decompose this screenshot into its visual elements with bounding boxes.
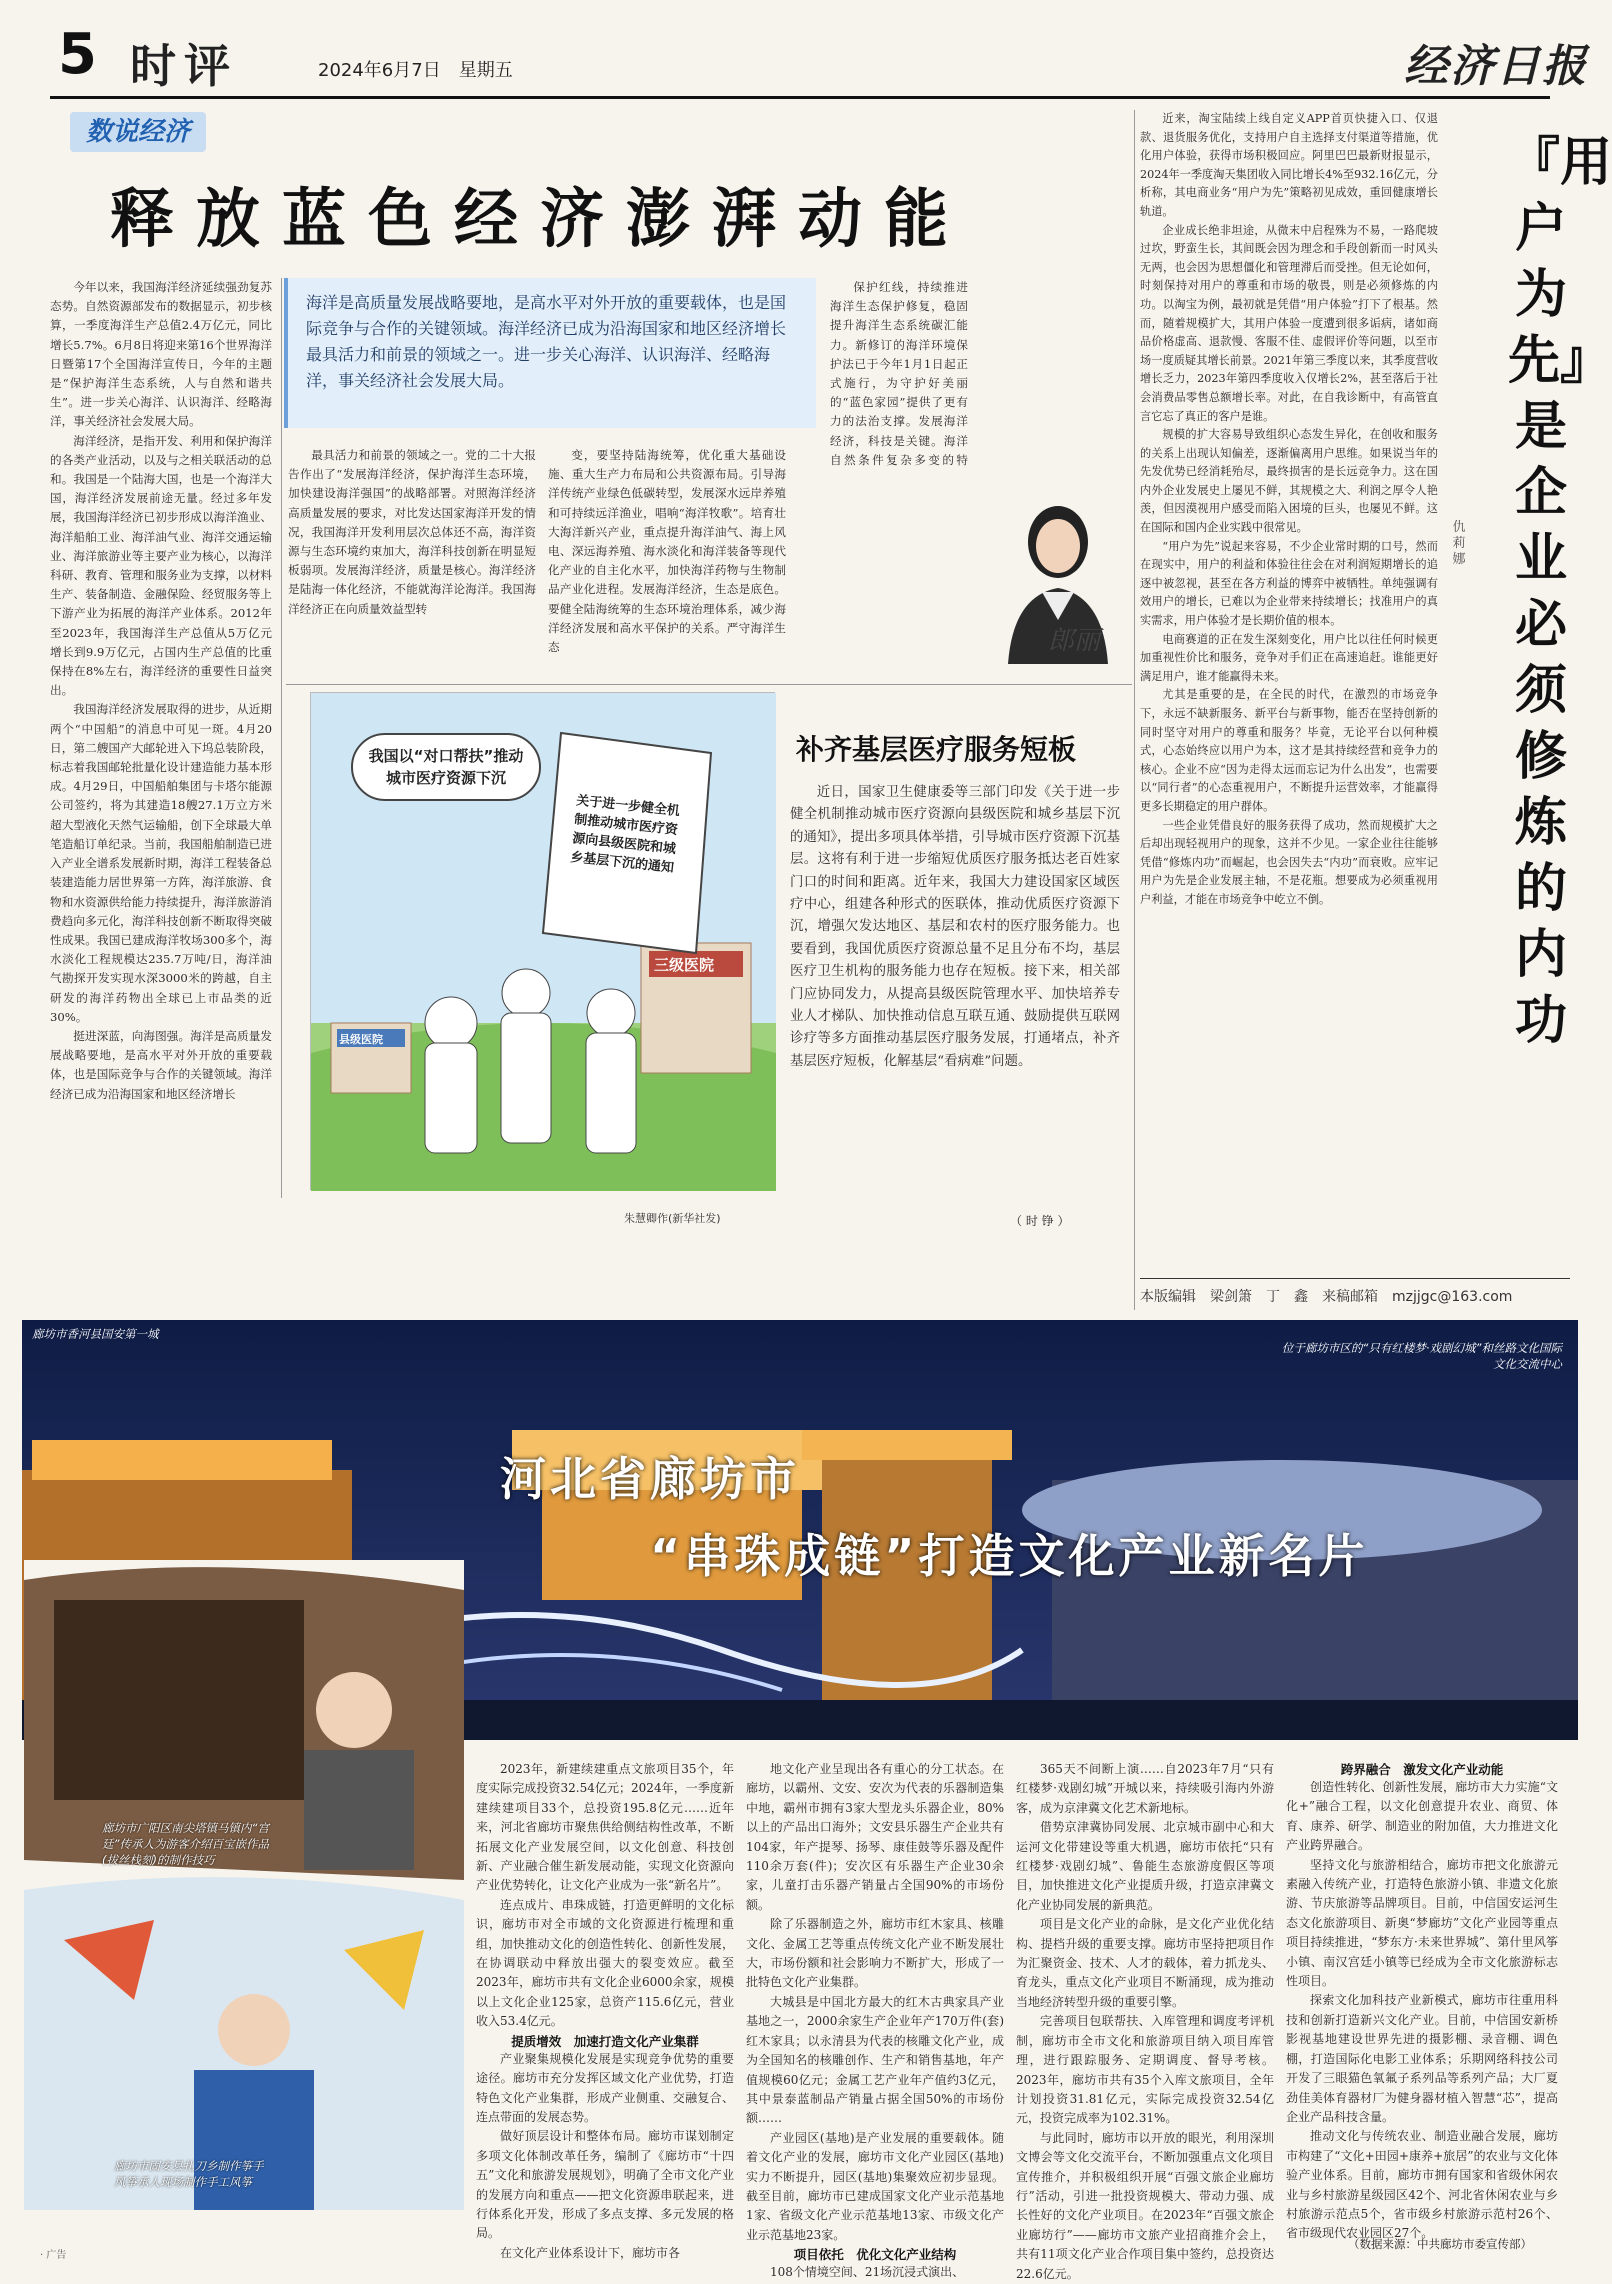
subheading: 跨界融合 激发文化产业动能 [1340, 1762, 1504, 1777]
section-divider [286, 684, 1132, 685]
craft-photos [24, 1560, 464, 2210]
paragraph: 365天不间断上演……自2023年7月“只有红楼梦·戏剧幻城”开城以来，持续吸引海内外游客，成为京津冀文化艺术新地标。 [1016, 1762, 1274, 1815]
feature-column-4-lower [830, 470, 980, 678]
paragraph: 108个情境空间、21场沉浸式演出、 [770, 2265, 965, 2280]
paragraph: 除了乐器制造之外，廊坊市红木家具、核雕文化、金属工艺等重点传统文化产业不断发展壮大，市场份额和社会影响力不断扩大，形成了一批特色文化产业集群。 [746, 1917, 1004, 1990]
paragraph: 规模的扩大容易导致组织心态发生异化，在创收和服务的关系上出现认知偏差，逐渐偏离用户思维。如果说当年的先发优势已经消耗殆尽，最终损害的是长远竞争力。这在国内外企业发展史上屡见不鲜，其规模之大、利润之厚令人艳羡，但因漠视用户感受而陷入困境的巨头，也屡见不鲜。这在国际和国内企业实践中很常见。 [1140, 428, 1438, 535]
speech-bubble: 我国以“对口帮扶”推动城市医疗资源下沉 [351, 733, 541, 801]
paragraph: 与此同时，廊坊市以开放的眼光，利用深圳文博会等文化交流平台，不断加强重点文化项目宣传推介，并积极组织开展“百强文旅企业廊坊行”活动，引进一批投资规模大、带动力强、成长性好的文化产业项目。在2023年“百强文旅企业廊坊行”——廊坊市文旅产业招商推介会上，共有11项文化产业合作项目集中签约，总投资达22.6亿元。 [1016, 2130, 1274, 2281]
editors-line: 本版编辑 梁剑箫 丁 鑫 来稿邮箱 mzjjgc@163.com [1140, 1289, 1513, 1305]
medical-cartoon [310, 692, 775, 1190]
paragraph: 产业聚集规模化发展是实现竞争优势的重要途径。廊坊市充分发挥区域文化产业优势，打造特色文化产业集群，形成产业侧重、交融复合、连点带面的发展态势。 [476, 2051, 734, 2124]
newspaper-logo: 经济日报 [1404, 41, 1588, 92]
langfang-title-line1: 河北省廊坊市 [500, 1452, 800, 1506]
craft-illustration [24, 1560, 464, 2210]
medical-body [790, 782, 1120, 1202]
feature-column-3 [548, 446, 786, 678]
medical-title: 补齐基层医疗服务短板 [796, 733, 1077, 766]
langfang-column-4 [1286, 1760, 1558, 2241]
paragraph: “用户为先”说起来容易，不少企业常时期的口号，然而在现实中，用户的利益和体验往往会在对利润短期增长的追逐中被忽视，甚至在各方利益的博弈中被牺牲。单纯强调有效用户的增长，已难以为企业带来持续增长；找准用户的真实需求，用户体验才是长期价值的根本。 [1140, 539, 1438, 628]
langfang-column-2 [746, 1760, 1004, 2280]
paragraph: 海洋经济，是指开发、利用和保护海洋的各类产业活动，以及与之相关联活动的总和。我国是一个陆海大国，也是一个海洋大国，海洋经济发展前途无量。经过多年发展，我国海洋经济已初步形成以海洋渔业、海洋船舶工业、海洋油气业、海洋交通运输业、海洋旅游业等主要产业为核心，以海洋科研、教育、管理和服务业为支撑，以材料生产、装备制造、金融保险、经贸服务等上下游产业为拓展的海洋产业体系。2012年至2023年，我国海洋生产总值从5万亿元增长到9.9万亿元，占国内生产总值的比重保持在8%左右，海洋经济的重要性日益突出。 [50, 433, 272, 698]
opinion-title: 『用户为先』是企业必须修炼的内功 [1508, 133, 1612, 1051]
paragraph: 做好顶层设计和整体布局。廊坊市谋划制定多项文化体制改革任务，编制了《廊坊市“十四五”文化和旅游发展规划》，明确了全市文化产业的发展方向和重点——把文化资源串联起来，进行体系化开发，形成了多点支撑、多元发展的格局。 [476, 2129, 734, 2241]
paragraph: 连点成片、串珠成链，打造更鲜明的文化标识，廊坊市对全市域的文化资源进行梳理和重组，加快推动文化的创造性转化、创新性发展，在协调联动中释放出强大的裂变效应。截至2023年，廊坊市共有文化企业6000余家，规模以上文化企业125家，总资产115.6亿元，营业收入53.4亿元。 [476, 1897, 734, 2029]
paragraph: 电商赛道的正在发生深刻变化，用户比以往任何时候更加重视性价比和服务，竞争对手们正在高速追赶。谁能更好满足用户，谁才能赢得未来。 [1140, 632, 1438, 683]
paragraph: 完善项目包联帮扶、入库管理和调度考评机制，廊坊市全市文化和旅游项目纳入项目库管理，进行跟踪服务、定期调度、督导考核。2023年，廊坊市共有35个入库文旅项目，全年计划投资31.81亿元，实际完成投资32.54亿元，投资完成率为102.31%。 [1016, 2014, 1274, 2126]
photo-tag-right: 位于廊坊市区的“只有红楼梦·戏剧幻城”和丝路文化国际文化交流中心 [1281, 1341, 1562, 1371]
opinion-author: 仇莉娜 [1452, 520, 1466, 567]
notice-document: 关于进一步健全机制推动城市医疗资源向县级医院和城乡基层下沉的通知 [569, 793, 681, 876]
sign-tertiary-hospital: 三级医院 [654, 956, 715, 974]
medical-signature: （ 时 铮 ） [1010, 1214, 1070, 1228]
data-source: （数据来源：中共廊坊市委宣传部） [1348, 2237, 1532, 2251]
ad-label: · 广告 [40, 2250, 67, 2261]
paragraph: 2023年，新建续建重点文旅项目35个，年度实际完成投资32.54亿元；2024年，一季度新建续建项目33个，总投资195.8亿元……近年来，河北省廊坊市聚焦供给侧结构性改革，不断拓展文化产业发展空间，以文化创意、科技创新、产业融合催生新发展动能，实现文化资源向产业优势转化，让文化产业成为一张“新名片”。 [476, 1762, 734, 1893]
langfang-title-line2: “串珠成链”打造文化产业新名片 [650, 1529, 1369, 1583]
paragraph: 保护红线，持续推进海洋生态保护修复，稳固提升海洋生态系统碳汇能力。新修订的海洋环境保护法已于今年1月1日起正式施行，为守护好美丽的“蓝色家园”提供了更有力的法治支撑。发展海洋经济，科技是关键。海洋自然条件复杂多变的特 [830, 280, 968, 467]
paragraph: 推动文化与传统农业、制造业融合发展，廊坊市构建了“文化+田园+康养+旅居”的农业与文化体验产业体系。目前，廊坊市拥有国家和省级休闲农业与乡村旅游星级园区42个、河北省休闲农业与乡村旅游示范点5个，省市级乡村旅游示范村26个、省市级现代农业园区27个。 [1286, 2129, 1558, 2241]
paragraph: 在文化产业体系设计下，廊坊市各 [500, 2245, 681, 2260]
masthead-rule [50, 96, 1550, 99]
paragraph: 创造性转化、创新性发展，廊坊市大力实施“文化+”融合工程，以文化创意提升农业、商贸、体育、康养、研学、制造业的附加值，大力推进文化产业跨界融合。 [1286, 1780, 1558, 1853]
sign-county-hospital: 县级医院 [339, 1033, 383, 1046]
paragraph: 地文化产业呈现出各有重心的分工状态。在廊坊，以霸州、文安、安次为代表的乐器制造集中地，霸州市拥有3家大型龙头乐器企业，80%以上的产品出口海外；文安县乐器生产企业共有104家，年产提琴、扬琴、康佳鼓等乐器及配件110余万套(件)；安次区有乐器生产企业30余家，儿童打击乐器产销量占全国90%的市场份额。 [746, 1762, 1004, 1912]
paragraph: 我国海洋经济发展取得的进步，从近期两个“中国船”的消息中可见一斑。4月20日，第二艘国产大邮轮进入下坞总装阶段，标志着我国邮轮批量化设计建造能力基本形成。4月29日，中国船舶集团与卡塔尔能源公司签约，将为其建造18艘27.1万立方米超大型液化天然气运输船，创下全球最大单笔造船订单纪录。当前，我国船舶制造已进入产业全谱系发展新时期，海洋工程装备总装建造能力居世界第一方阵，海洋旅游、食物和水资源供给能力持续提升，海洋旅游消费趋向多元化，海洋科技创新不断取得突破性成果。我国已建成海洋牧场300多个，海水淡化工程规模达235.7万吨/日，海洋油气勘探开发实现水深3000米的跨越，自主研发的海洋药物出全球已上市品类的近30%。 [50, 702, 272, 1024]
editors-rule [1140, 1278, 1570, 1279]
paragraph: 坚持文化与旅游相结合，廊坊市把文化旅游元素融入传统产业，打造特色旅游小镇、非遗文化旅游、节庆旅游等品牌项目。目前，中信国安运河生态文化旅游项目、新奥“梦廊坊”文化产业园等重点项目持续推进，“梦东方·未来世界城”、第什里风筝小镇、南汉宫廷小镇等已经成为全市文化旅游标志性项目。 [1286, 1857, 1558, 1989]
feature-column-1 [50, 278, 272, 1198]
photo-tag-left: 廊坊市香河县国安第一城 [32, 1327, 159, 1341]
photo-caption-1: 廊坊市广阳区南尖塔镇马镇内“宫廷”传承人为游客介绍百宝嵌作品(拔丝栈刻)的制作技巧 [102, 1821, 269, 1867]
photo-caption-2: 廊坊市固安县扎刀乡制作筝手风筝承人现场制作手工风筝 [114, 2159, 264, 2189]
paragraph: 探索文化加科技产业新模式，廊坊市往重用科技和创新打造新兴文化产业。目前，中信国安新桥影视基地建设世界先进的摄影棚、录音棚、调色棚，打造国际化电影工业体系；乐期网络科技公司开发了三眼猫色氧氟子系列品等系列产品；大厂夏劲佳美体育器材厂为健身器材植入智慧“芯”，提高企业产品科技含量。 [1286, 1993, 1558, 2124]
paragraph: 一些企业凭借良好的服务获得了成功，然而规模扩大之后却出现轻视用户的现象，这并不少见。一家企业往往能够凭借“修炼内功”而崛起，也会因失去“内功”而衰败。应牢记用户为先是企业发展主轴，不是花瓶。想要成为必须重视用户利益，才能在市场竞争中屹立不倒。 [1140, 818, 1438, 906]
paragraph: 变，要坚持陆海统筹，优化重大基础设施、重大生产力布局和公共资源布局。引导海洋传统产业绿色低碳转型，发展深水远岸养殖和可持续远洋渔业，唱响“海洋牧歌”。培育壮大海洋新兴产业，重点提升海洋油气、海上风电、深远海养殖、海水淡化和海洋装备等现代化产业的自主化水平，加快海洋药物与生物制品产业化进程。发展海洋经济，生态是底色。要健全陆海统筹的生态环境治理体系，减少海洋经济发展和高水平保护的关系。严守海洋生态 [548, 448, 786, 655]
langfang-column-1 [476, 1760, 734, 2260]
paragraph: 近来，淘宝陆续上线自定义APP首页快捷入口、仅退款、退货服务优化，支持用户自主选择支付渠道等措施，优化用户体验，获得市场积极回应。阿里巴巴最新财报显示，2024年一季度淘天集团收入同比增长4%至932.16亿元，分析称，其电商业务“用户为先”策略初见成效，重回健康增长轨道。 [1140, 112, 1438, 218]
paragraph: 最具活力和前景的领域之一。党的二十大报告作出了“发展海洋经济，保护海洋生态环境，加快建设海洋强国”的战略部署。对照海洋经济高质量发展的要求，对比发达国家海洋开发的情况，我国海洋开发利用层次总体还不高，海洋资源与生态环境约束加大，海洋科技创新在明显短板弱项。发展海洋经济，质量是核心。海洋经济是陆海一体化经济，不能就海洋论海洋。我国海洋经济正在向质量效益型转 [288, 448, 536, 616]
feature-lead: 海洋是高质量发展战略要地，是高水平对外开放的重要载体，也是国际竞争与合作的关键领域。海洋经济已成为沿海国家和地区经济增长最具活力和前景的领域之一。进一步关心海洋、认识海洋、经略海洋，事关经济社会发展大局。 [284, 278, 816, 428]
paragraph: 借势京津冀协同发展、北京城市副中心和大运河文化带建设等重大机遇，廊坊市依托“只有红楼梦·戏剧幻城”、鲁能生态旅游度假区等项目，加快推进文化产业提质升级，打造京津冀文化产业协同发展的新典范。 [1016, 1820, 1274, 1912]
column-divider [1134, 110, 1135, 1310]
paragraph: 产业园区(基地)是产业发展的重要载体。随着文化产业的发展，廊坊市文化产业园区(基地)实力不断提升，园区(基地)集聚效应初步显现。截至目前，廊坊市已建成国家文化产业示范基地1家、省级文化产业示范基地13家、市级文化产业示范基地23家。 [746, 2130, 1004, 2242]
section-title: 时评 [130, 39, 238, 93]
column-ribbon: 数说经济 [70, 112, 206, 152]
author-signature: 郎丽 [1048, 626, 1101, 656]
feature-column-2 [288, 446, 536, 678]
feature-headline: 释放蓝色经济澎湃动能 [110, 182, 970, 257]
cartoon-credit: 朱慧卿作(新华社发) [624, 1212, 721, 1225]
paragraph: 项目是文化产业的命脉，是文化产业优化结构、提档升级的重要支撑。廊坊市坚持把项目作为汇聚资金、技术、人才的载体，着力抓龙头、育龙头，重点文化产业项目不断涌现，成为推动当地经济转型升级的重要引擎。 [1016, 1917, 1274, 2009]
issue-date: 2024年6月7日 星期五 [318, 60, 513, 81]
subheading: 项目依托 优化文化产业结构 [793, 2247, 957, 2263]
paragraph: 挺进深蓝，向海图强。海洋是高质量发展战略要地，是高水平对外开放的重要载体，也是国际竞争与合作的关键领域。海洋经济已成为沿海国家和地区经济增长 [50, 1028, 272, 1101]
column-divider [281, 278, 282, 1198]
subheading: 提质增效 加速打造文化产业集群 [511, 2033, 699, 2049]
langfang-column-3 [1016, 1760, 1274, 2281]
paragraph: 企业成长绝非坦途，从微末中启程殊为不易，一路爬坡过坎，野蛮生长，其间既会因为理念和手段创新而一时风头无两，也会因为思想僵化和管理滞后而受挫。但无论如何，时刻保持对用户的尊重和市场的敬畏，则是必须修炼的内功。以淘宝为例，最初就是凭借“用户体验”打下了根基。然而，随着规模扩大，其用户体验一度遭到很多诟病，诸如商品价格虚高、退款慢、客服不佳、虚假评价等问题，以至市场一度质疑其增长前景。2021年第三季度以来，其季度营收增长乏力，2023年第四季度收入仅增长2%，甚至落后于社会消费品零售总额增长率。对此，在自我诊断中，有高管直言它忘了真正的客户是谁。 [1140, 223, 1438, 423]
paragraph: 大城县是中国北方最大的红木古典家具产业基地之一，2000余家生产企业年产170万件(套)红木家具；以永清县为代表的核雕文化产业，成为全国知名的核雕创作、生产和销售基地，年产值规模60亿元；金属工艺产业年产值约3亿元，其中景泰蓝制品产销量占据全国50%的市场份额…… [746, 1994, 1004, 2126]
paragraph: 近日，国家卫生健康委等三部门印发《关于进一步健全机制推动城市医疗资源向县级医院和城乡基层下沉的通知》，提出多项具体举措，引导城市医疗资源下沉基层。这将有利于进一步缩短优质医疗服务抵达老百姓家门口的时间和距离。近年来，我国大力建设国家区域医疗中心，组建各种形式的医联体，推动优质医疗资源下沉，增强欠发达地区、基层和农村的医疗服务能力。也要看到，我国优质医疗资源总量不足且分布不均，基层医疗卫生机构的服务能力也存在短板。接下来，相关部门应协同发力，从提高县级医院管理水平、加快培养专业人才梯队、加快推动信息互联互通、鼓励提供互联网诊疗等多方面推动基层医疗服务发展，打通堵点，补齐基层医疗短板，化解基层“看病难”问题。 [790, 785, 1120, 1069]
opinion-body [1140, 110, 1438, 1270]
paragraph: 尤其是重要的是，在全民的时代，在激烈的市场竞争下，永远不缺新服务、新平台与新事物，能否在坚持创新的同时坚守对用户的尊重和服务？毕竟，无论平台以何种模式，心态始终应以用户为本，这才是其持续经营和竞争力的核心。企业不应“因为走得太远而忘记为什么出发”，也需要以“同行者”的心态重视用户，不断提升运营效率，才能赢得更多长期稳定的用户群体。 [1140, 688, 1438, 813]
paragraph: 今年以来，我国海洋经济延续强劲复苏态势。自然资源部发布的数据显示，初步核算，一季度海洋生产总值2.4万亿元，同比增长5.7%。6月8日将迎来第16个世界海洋日暨第17个全国海洋宣传日，今年的主题是“保护海洋生态系统，人与自然和谐共生”。进一步关心海洋、认识海洋、经略海洋，事关经济社会发展大局。 [50, 280, 272, 429]
page-number: 5 [58, 22, 97, 87]
